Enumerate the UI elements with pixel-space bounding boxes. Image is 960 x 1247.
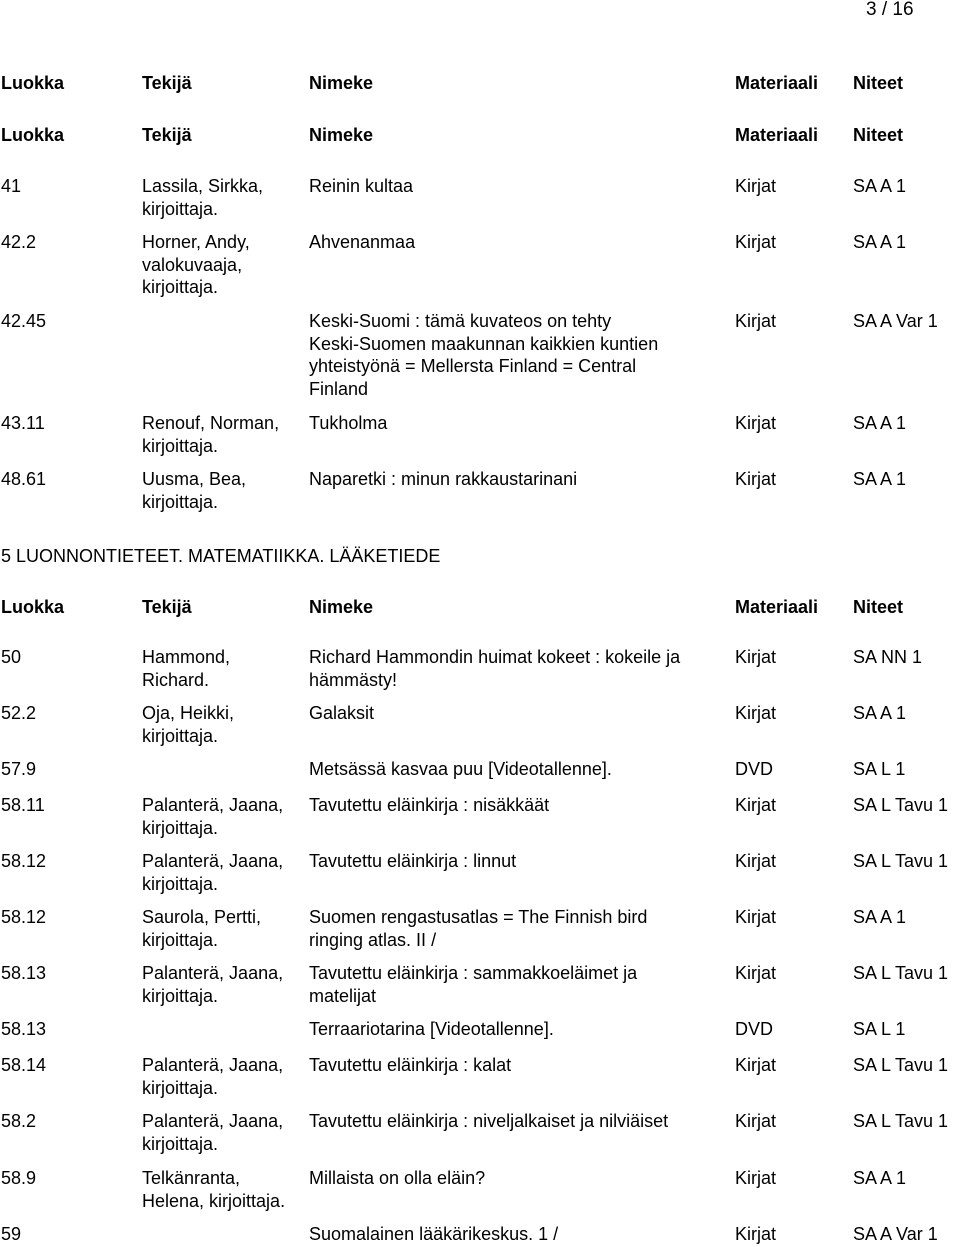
cell-materiaali: Kirjat xyxy=(735,469,777,489)
cell-luokka: 43.11 xyxy=(1,413,45,433)
cell-niteet: SA NN 1 xyxy=(853,647,923,667)
section-title: 5 LUONNONTIETEET. MATEMATIIKKA. LÄÄKETIEDE xyxy=(1,546,441,566)
cell-materiaali: Kirjat xyxy=(735,1055,777,1075)
cell-luokka: 41 xyxy=(1,176,22,196)
cell-nimeke: Tavutettu eläinkirja : kalat xyxy=(309,1055,512,1075)
header-materiaali: Materiaali xyxy=(735,125,819,145)
cell-niteet: SA A 1 xyxy=(853,176,907,196)
cell-nimeke: Naparetki : minun rakkaustarinani xyxy=(309,469,578,489)
header-luokka: Luokka xyxy=(1,125,65,145)
cell-tekija: Hammond, Richard. xyxy=(142,647,231,690)
cell-niteet: SA L Tavu 1 xyxy=(853,1111,949,1131)
cell-nimeke: Tavutettu eläinkirja : niveljalkaiset ja nilviäiset xyxy=(309,1111,669,1131)
cell-luokka: 58.2 xyxy=(1,1111,37,1131)
header-tekija: Tekijä xyxy=(142,597,192,617)
cell-luokka: 58.11 xyxy=(1,795,45,815)
cell-luokka: 50 xyxy=(1,647,22,667)
header-nimeke: Nimeke xyxy=(309,125,374,145)
cell-niteet: SA L Tavu 1 xyxy=(853,963,949,983)
cell-nimeke: Keski-Suomi : tämä kuvateos on tehty Keski-Suomen maakunnan kaikkien kuntien yhteistyönä = Mellersta Finland = Central Finland xyxy=(309,311,659,399)
header-nimeke: Nimeke xyxy=(309,73,374,93)
cell-niteet: SA A Var 1 xyxy=(853,311,938,331)
cell-luokka: 58.13 xyxy=(1,963,47,983)
cell-materiaali: DVD xyxy=(735,759,774,779)
header-materiaali: Materiaali xyxy=(735,597,819,617)
cell-nimeke: Tavutettu eläinkirja : sammakkoeläimet ja matelijat xyxy=(309,963,638,1006)
cell-tekija: Uusma, Bea, kirjoittaja. xyxy=(142,469,247,512)
cell-luokka: 58.12 xyxy=(1,851,47,871)
cell-luokka: 58.9 xyxy=(1,1168,37,1188)
header-tekija: Tekijä xyxy=(142,125,192,145)
cell-tekija: Lassila, Sirkka, kirjoittaja. xyxy=(142,176,264,219)
cell-tekija: Palanterä, Jaana, kirjoittaja. xyxy=(142,1111,284,1154)
cell-luokka: 42.2 xyxy=(1,232,37,252)
cell-luokka: 58.13 xyxy=(1,1019,47,1039)
cell-niteet: SA A 1 xyxy=(853,232,907,252)
cell-nimeke: Terraariotarina [Videotallenne]. xyxy=(309,1019,554,1039)
cell-niteet: SA L 1 xyxy=(853,1019,906,1039)
cell-luokka: 42.45 xyxy=(1,311,47,331)
header-niteet: Niteet xyxy=(853,73,904,93)
header-luokka: Luokka xyxy=(1,73,65,93)
cell-nimeke: Tavutettu eläinkirja : linnut xyxy=(309,851,517,871)
cell-nimeke: Galaksit xyxy=(309,703,375,723)
cell-niteet: SA L 1 xyxy=(853,759,906,779)
cell-materiaali: Kirjat xyxy=(735,795,777,815)
cell-materiaali: Kirjat xyxy=(735,413,777,433)
cell-materiaali: Kirjat xyxy=(735,1224,777,1244)
cell-tekija: Palanterä, Jaana, kirjoittaja. xyxy=(142,851,284,894)
cell-materiaali: Kirjat xyxy=(735,1111,777,1131)
cell-materiaali: Kirjat xyxy=(735,176,777,196)
cell-tekija: Palanterä, Jaana, kirjoittaja. xyxy=(142,795,284,838)
cell-tekija: Horner, Andy, valokuvaaja, kirjoittaja. xyxy=(142,232,250,297)
header-niteet: Niteet xyxy=(853,125,904,145)
cell-nimeke: Reinin kultaa xyxy=(309,176,414,196)
cell-materiaali: Kirjat xyxy=(735,647,777,667)
cell-tekija: Saurola, Pertti, kirjoittaja. xyxy=(142,907,262,950)
page-number: 3 / 16 xyxy=(866,0,914,20)
header-luokka: Luokka xyxy=(1,597,65,617)
cell-niteet: SA L Tavu 1 xyxy=(853,1055,949,1075)
header-nimeke: Nimeke xyxy=(309,597,374,617)
cell-luokka: 52.2 xyxy=(1,703,37,723)
cell-niteet: SA A 1 xyxy=(853,703,907,723)
cell-nimeke: Ahvenanmaa xyxy=(309,232,416,252)
cell-tekija: Telkänranta, Helena, kirjoittaja. xyxy=(142,1168,286,1211)
header-materiaali: Materiaali xyxy=(735,73,819,93)
cell-niteet: SA L Tavu 1 xyxy=(853,851,949,871)
cell-luokka: 59 xyxy=(1,1224,22,1244)
cell-niteet: SA L Tavu 1 xyxy=(853,795,949,815)
cell-tekija: Palanterä, Jaana, kirjoittaja. xyxy=(142,1055,284,1098)
cell-materiaali: Kirjat xyxy=(735,963,777,983)
cell-tekija: Palanterä, Jaana, kirjoittaja. xyxy=(142,963,284,1006)
cell-luokka: 58.12 xyxy=(1,907,47,927)
cell-nimeke: Millaista on olla eläin? xyxy=(309,1168,486,1188)
cell-luokka: 58.14 xyxy=(1,1055,47,1075)
cell-niteet: SA A 1 xyxy=(853,1168,907,1188)
cell-tekija: Oja, Heikki, kirjoittaja. xyxy=(142,703,235,746)
cell-materiaali: Kirjat xyxy=(735,851,777,871)
cell-nimeke: Metsässä kasvaa puu [Videotallenne]. xyxy=(309,759,612,779)
header-tekija: Tekijä xyxy=(142,73,192,93)
cell-tekija: Renouf, Norman, kirjoittaja. xyxy=(142,413,280,456)
cell-niteet: SA A 1 xyxy=(853,907,907,927)
cell-materiaali: DVD xyxy=(735,1019,774,1039)
cell-niteet: SA A Var 1 xyxy=(853,1224,938,1244)
cell-nimeke: Richard Hammondin huimat kokeet : kokeile ja hämmästy! xyxy=(309,647,681,690)
cell-materiaali: Kirjat xyxy=(735,311,777,331)
cell-niteet: SA A 1 xyxy=(853,413,907,433)
cell-niteet: SA A 1 xyxy=(853,469,907,489)
cell-materiaali: Kirjat xyxy=(735,907,777,927)
cell-nimeke: Tukholma xyxy=(309,413,388,433)
cell-nimeke: Suomalainen lääkärikeskus. 1 / xyxy=(309,1224,559,1244)
cell-nimeke: Suomen rengastusatlas = The Finnish bird ringing atlas. II / xyxy=(309,907,648,950)
header-niteet: Niteet xyxy=(853,597,904,617)
cell-luokka: 57.9 xyxy=(1,759,37,779)
cell-materiaali: Kirjat xyxy=(735,232,777,252)
cell-luokka: 48.61 xyxy=(1,469,47,489)
cell-materiaali: Kirjat xyxy=(735,1168,777,1188)
cell-materiaali: Kirjat xyxy=(735,703,777,723)
cell-nimeke: Tavutettu eläinkirja : nisäkkäät xyxy=(309,795,550,815)
